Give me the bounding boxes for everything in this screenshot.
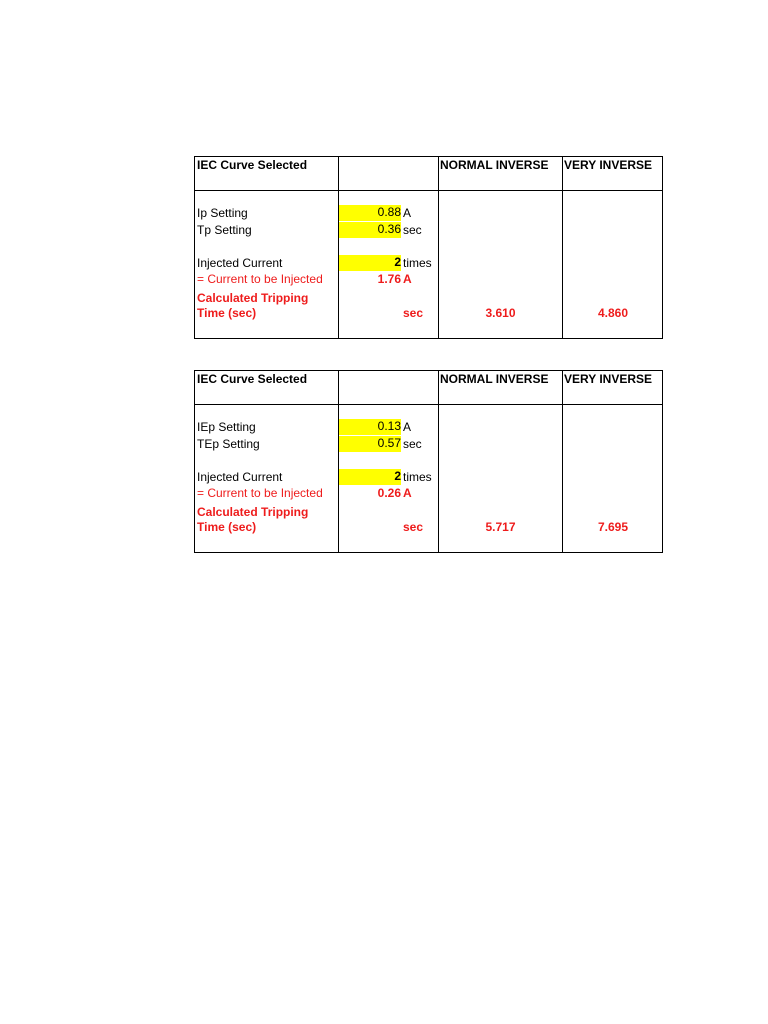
normal-inverse-header: NORMAL INVERSE [440,372,549,386]
injected-current-value[interactable]: 2 [339,255,401,271]
injected-current-unit: times [403,470,432,484]
current-to-inject-value: 0.26 [377,486,401,500]
normal-inverse-result: 5.717 [485,520,516,534]
normal-inverse-result: 3.610 [485,306,516,320]
current-to-inject-label: = Current to be Injected [197,272,323,286]
iep-setting-label: IEp Setting [197,420,256,434]
tripping-time-unit: sec [403,520,424,534]
very-inverse-header: VERY INVERSE [564,372,653,386]
phase-trip-table [194,156,663,339]
injected-current-value[interactable]: 2 [339,469,401,485]
current-to-inject-value: 1.76 [377,272,401,286]
tripping-time-label: Calculated Tripping [197,505,309,519]
curve-selected-label: IEC Curve Selected [197,158,308,172]
normal-inverse-header: NORMAL INVERSE [440,158,549,172]
very-inverse-result: 4.860 [597,306,629,320]
column-divider [338,157,339,338]
tripping-time-label-2: Time (sec) [197,306,257,320]
current-to-inject-unit: A [403,272,412,286]
earth-trip-table [194,370,663,553]
ip-setting-label: Ip Setting [197,206,248,220]
iep-setting-value[interactable]: 0.13 [339,419,401,435]
injected-current-unit: times [403,256,432,270]
current-to-inject-unit: A [403,486,412,500]
column-divider [338,371,339,552]
ip-setting-unit: A [403,206,412,220]
tp-setting-label: Tp Setting [197,223,252,237]
tp-setting-unit: sec [403,223,422,237]
iep-setting-unit: A [403,420,412,434]
injected-current-label: Injected Current [197,256,283,270]
tripping-time-label: Calculated Tripping [197,291,309,305]
ip-setting-value[interactable]: 0.88 [339,205,401,221]
tp-setting-value[interactable]: 0.36 [339,222,401,238]
current-to-inject-label: = Current to be Injected [197,486,323,500]
tripping-time-label-2: Time (sec) [197,520,257,534]
very-inverse-result: 7.695 [597,520,629,534]
injected-current-label: Injected Current [197,470,283,484]
curve-selected-label: IEC Curve Selected [197,372,308,386]
header-divider [195,404,662,405]
tep-setting-label: TEp Setting [197,437,260,451]
tep-setting-unit: sec [403,437,422,451]
tripping-time-unit: sec [403,306,424,320]
header-divider [195,190,662,191]
tep-setting-value[interactable]: 0.57 [339,436,401,452]
very-inverse-header: VERY INVERSE [564,158,653,172]
